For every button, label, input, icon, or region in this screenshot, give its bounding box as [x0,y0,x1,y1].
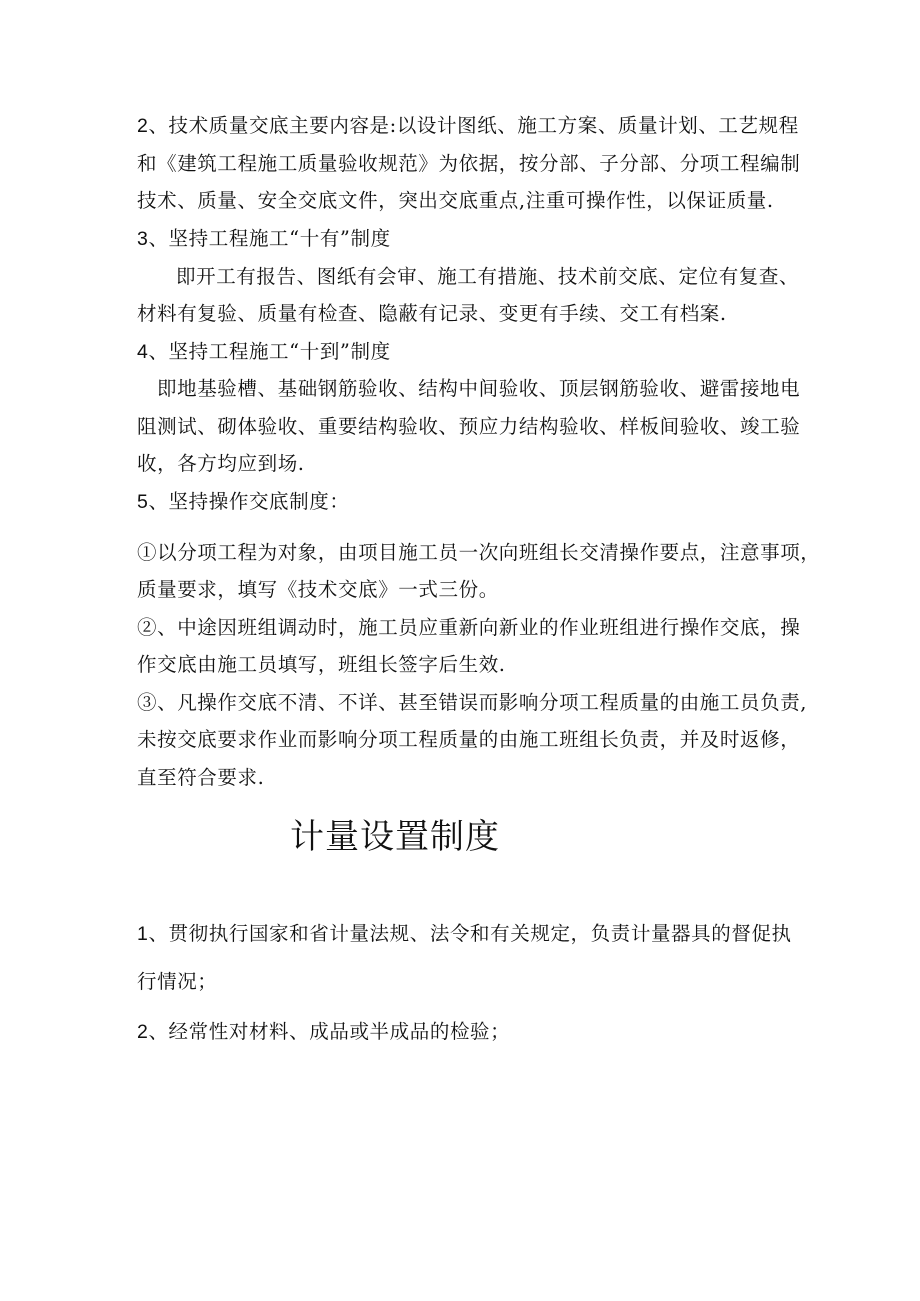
quality-item4-line2: 阻测试、砌体验收、重要结构验收、预应力结构验收、样板间验收、竣工验 [137,415,801,438]
quality-item5-title [137,489,349,515]
metering-item2-number: 2 [137,1021,149,1043]
quality-item3-number: 3 [137,228,149,250]
quality-item4-number: 4 [137,341,149,363]
quality-item4-line3: 收，各方均应到场. [137,452,305,475]
quality-item4-line1: 即地基验槽、基础钢筋验收、结构中间验收、顶层钢筋验收、避雷接地电 [157,377,801,400]
quality-item2-number: 2 [137,115,149,137]
quality-item3-line2: 材料有复验、质量有检查、隐蔽有记录、变更有手续、交工有档案. [137,302,727,325]
metering-item2-text1: 、经常性对材料、成品或半成品的检验； [148,1020,511,1043]
metering-item1-text1: 、贯彻执行国家和省计量法规、法令和有关规定，负责计量器具的督促执 [148,922,792,945]
quality-item2-text1: 、技术质量交底主要内容是:以设计图纸、施工方案、质量计划、工艺规程 [148,114,799,137]
metering-item2-line1 [137,1019,510,1045]
quality-item4-title [137,339,391,365]
section-heading-metering: 计量设置制度 [290,817,500,857]
quality-item2-line3: 技术、质量、安全交底文件，突出交底重点,注重可操作性，以保证质量. [137,189,774,212]
quality-item5-sub2-line1: ②、中途因班组调动时，施工员应重新向新业的作业班组进行操作交底，操 [137,616,801,639]
metering-item1-line2: 行情况； [137,970,218,993]
metering-item1-number: 1 [137,923,149,945]
metering-item1-line1 [137,921,792,947]
quality-item5-title-text: 、坚持操作交底制度： [148,490,350,513]
quality-item2-line2: 和《建筑工程施工质量验收规范》为依据，按分部、子分部、分项工程编制 [137,152,801,175]
quality-item5-sub3-line2: 未按交底要求作业而影响分项工程质量的由施工班组长负责，并及时返修， [137,728,801,751]
quality-item5-sub2-line2: 作交底由施工员填写，班组长签字后生效. [137,653,506,676]
quality-item3-title-text: 、坚持工程施工“十有”制度 [148,227,391,250]
quality-item5-sub3-line1: ③、凡操作交底不清、不详、甚至错误而影响分项工程质量的由施工员负责, [137,691,808,714]
quality-item3-line1: 即开工有报告、图纸有会审、施工有措施、技术前交底、定位有复查、 [176,265,800,288]
quality-item3-title [137,226,391,252]
quality-item5-number: 5 [137,491,149,513]
quality-item4-title-text: 、坚持工程施工“十到”制度 [148,340,391,363]
quality-item5-sub1-line1: ①以分项工程为对象，由项目施工员一次向班组长交清操作要点，注意事项， [137,541,821,564]
quality-item2-line1 [137,113,799,139]
quality-item5-sub3-line3: 直至符合要求. [137,766,265,789]
quality-item5-sub1-line2: 质量要求，填写《技术交底》一式三份。 [137,578,499,601]
